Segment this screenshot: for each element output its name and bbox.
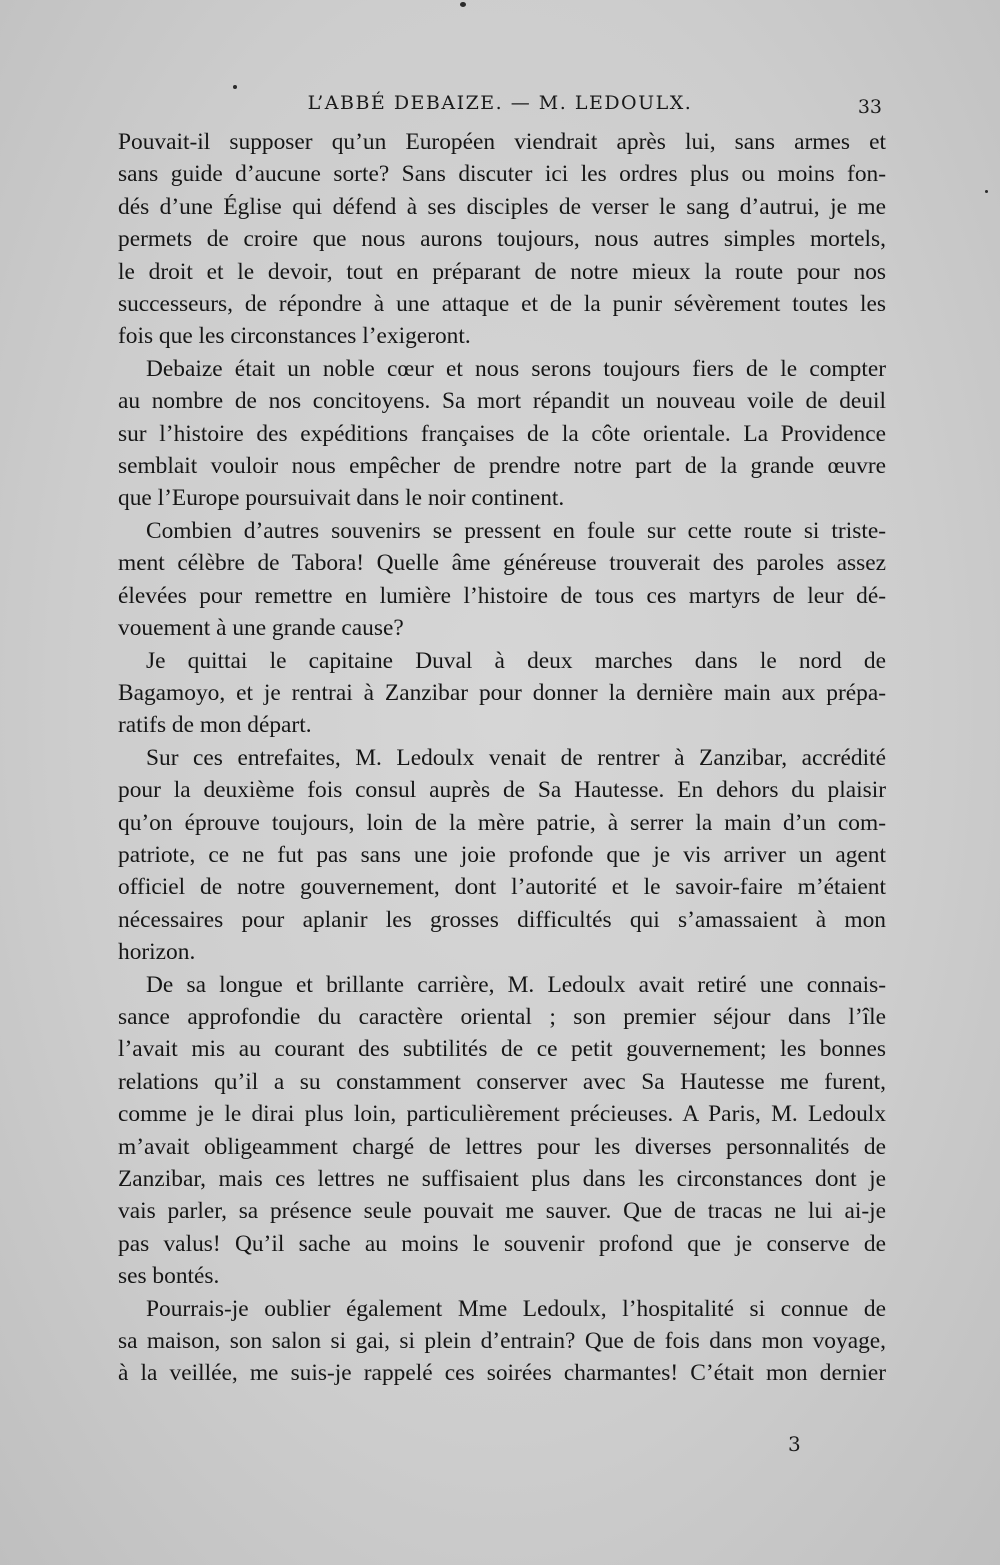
text-line: à la veillée, me suis-je rappelé ces soirées charmantes! C’était mon dernier: [118, 1360, 886, 1387]
text-line: fois que les circonstances l’exigeront.: [118, 323, 471, 350]
page-number: 33: [857, 96, 882, 118]
text-line: qu’on éprouve toujours, loin de la mère patrie, à serrer la main d’un com-: [118, 809, 886, 836]
running-title: L’ABBÉ DEBAIZE. — M. LEDOULX.: [307, 92, 693, 114]
text-line: élevées pour remettre en lumière l’histoire de tous ces martyrs de leur dé-: [118, 582, 886, 609]
text-line: horizon.: [118, 939, 196, 966]
text-line: patriote, ce ne fut pas sans une joie profonde que je vis arriver un agent: [118, 841, 886, 868]
text-line: vais parler, sa présence seule pouvait me sauver. Que de tracas ne lui ai-je: [118, 1198, 886, 1225]
text-line: Bagamoyo, et je rentrai à Zanzibar pour donner la dernière main aux prépa-: [118, 679, 886, 706]
text-line: pas valus! Qu’il sache au moins le souvenir profond que je conserve de: [118, 1230, 886, 1257]
text-line: Zanzibar, mais ces lettres ne suffisaient plus dans les circonstances dont je: [118, 1166, 886, 1192]
paragraph: [118, 515, 886, 645]
text-line: semblait vouloir nous empêcher de prendre notre part de la grande œuvre: [118, 453, 886, 480]
ink-speck: [233, 85, 237, 89]
text-line: relations qu’il a su constamment conserver avec Sa Hautesse me furent,: [118, 1068, 886, 1095]
text-line: Sur ces entrefaites, M. Ledoulx venait de rentrer à Zanzibar, accrédité: [146, 744, 886, 771]
text-line: Pouvait-il supposer qu’un Européen viendrait après lui, sans armes et: [118, 129, 886, 155]
paragraph: [118, 1293, 886, 1390]
text-line: ses bontés.: [118, 1263, 220, 1290]
text-line: Debaize était un noble cœur et nous serons toujours fiers de le compter: [146, 355, 886, 382]
text-line: l’avait mis au courant des subtilités de ce petit gouvernement; les bonnes: [118, 1036, 886, 1063]
paragraph: [118, 126, 886, 353]
text-line: au nombre de nos concitoyens. Sa mort répandit un nouveau voile de deuil: [118, 388, 886, 415]
text-line: successeurs, de répondre à une attaque et de la punir sévèrement toutes les: [118, 291, 886, 318]
text-line: nécessaires pour aplanir les grosses difficultés qui s’amassaient à mon: [118, 906, 886, 933]
text-line: pour la deuxième fois consul auprès de Sa Hautesse. En dehors du plaisir: [118, 777, 886, 804]
text-line: le droit et le devoir, tout en préparant de notre mieux la route pour nos: [118, 258, 886, 285]
signature-mark: 3: [788, 1432, 801, 1456]
ink-speck: [985, 190, 988, 193]
text-line: sa maison, son salon si gai, si plein d’entrain? Que de fois dans mon voyage,: [118, 1328, 886, 1355]
text-line: comme je le dirai plus loin, particulièrement précieuses. A Paris, M. Ledoulx: [118, 1101, 886, 1128]
text-line: sur l’histoire des expéditions françaises de la côte orientale. La Providence: [118, 420, 886, 447]
text-line: De sa longue et brillante carrière, M. Ledoulx avait retiré une connais-: [146, 971, 886, 998]
paragraph: [118, 645, 886, 742]
text-line: sance approfondie du caractère oriental ; son premier séjour dans l’île: [118, 1003, 886, 1030]
ink-speck: [460, 2, 466, 7]
text-line: dés d’une Église qui défend à ses disciples de verser le sang d’autrui, je me: [118, 193, 886, 220]
text-line: Pourrais-je oublier également Mme Ledoulx, l’hospitalité si connue de: [146, 1295, 886, 1322]
paragraph: [118, 353, 886, 515]
text-line: vouement à une grande cause?: [118, 615, 404, 642]
text-line: que l’Europe poursuivait dans le noir continent.: [118, 485, 565, 512]
running-head: [0, 92, 1000, 122]
text-line: Combien d’autres souvenirs se pressent en foule sur cette route si triste-: [146, 517, 886, 544]
body-text: [118, 126, 886, 1390]
text-line: permets de croire que nous aurons toujours, nous autres simples mortels,: [118, 226, 886, 253]
text-line: Je quittai le capitaine Duval à deux marches dans le nord de: [146, 647, 886, 674]
text-line: ratifs de mon départ.: [118, 712, 312, 739]
text-line: sans guide d’aucune sorte? Sans discuter ici les ordres plus ou moins fon-: [118, 161, 886, 188]
paragraph: [118, 742, 886, 969]
paragraph: [118, 969, 886, 1293]
text-line: officiel de notre gouvernement, dont l’autorité et le savoir-faire m’étaient: [118, 874, 886, 901]
text-line: m’avait obligeamment chargé de lettres pour les diverses personnalités de: [118, 1133, 886, 1160]
text-line: ment célèbre de Tabora! Quelle âme généreuse trouverait des paroles assez: [118, 550, 886, 577]
